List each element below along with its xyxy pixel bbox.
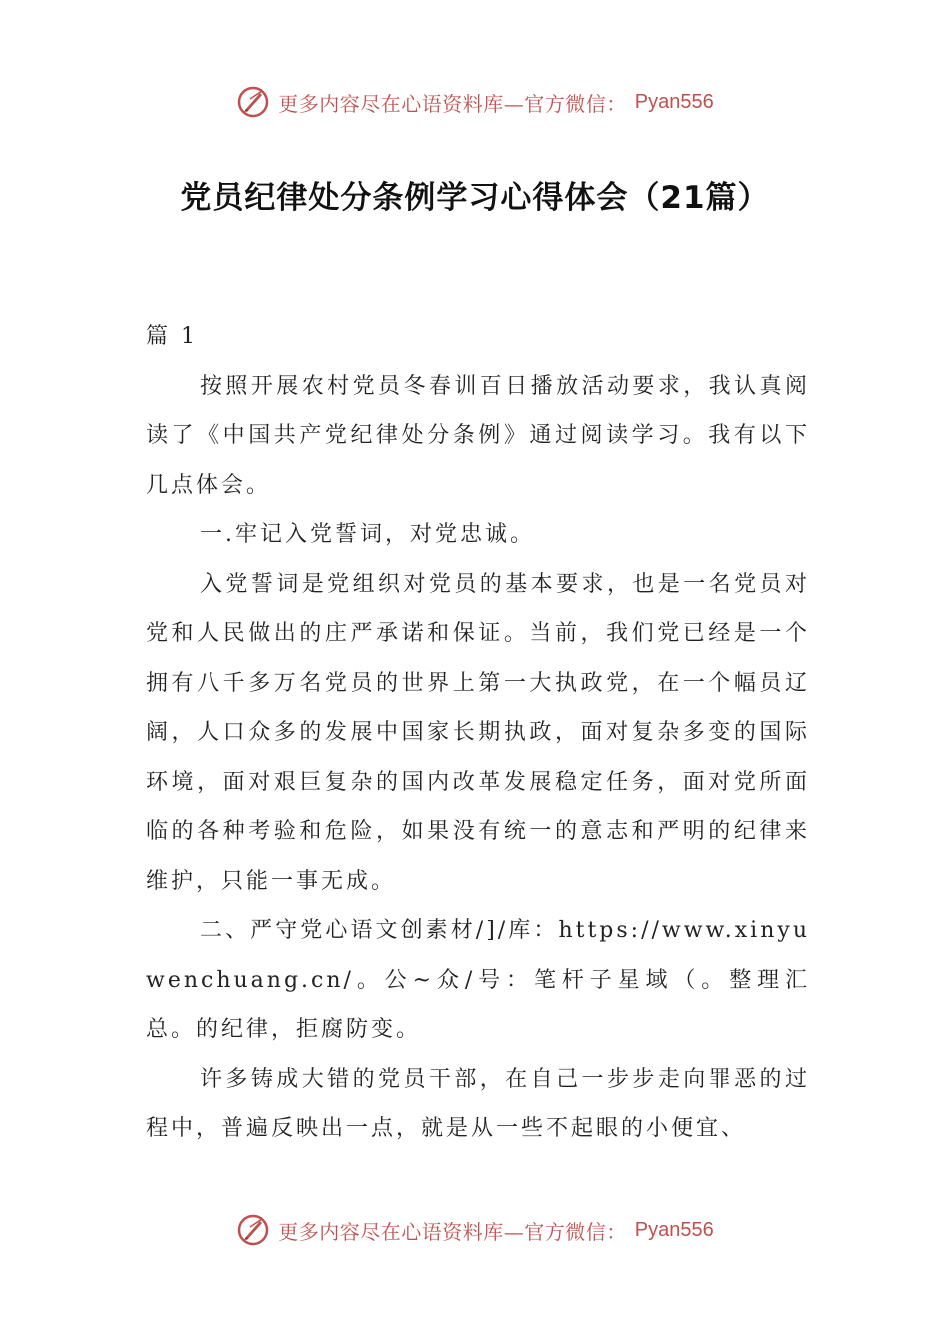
quill-logo-icon	[236, 85, 270, 119]
document-title: 党员纪律处分条例学习心得体会（21篇）	[180, 180, 770, 216]
quill-logo-icon	[236, 1213, 270, 1247]
paragraph: 许多铸成大错的党员干部，在自己一步步走向罪恶的过程中，普遍反映出一点，就是从一些不起眼的小便宜、	[146, 1066, 810, 1141]
header-banner	[0, 82, 950, 122]
section-heading: 篇 1	[146, 324, 198, 349]
banner-text: 更多内容尽在心语资料库—官方微信：	[278, 1219, 627, 1244]
paragraph: 入党誓词是党组织对党员的基本要求，也是一名党员对党和人民做出的庄严承诺和保证。当前，我们党已经是一个拥有八千多万名党员的世界上第一大执政党，在一个幅员辽阔，人口众多的发展中国家长期执政，面对复杂多变的国际环境，面对艰巨复杂的国内改革发展稳定任务，面对党所面临的各种考验和危险，如果没有统一的意志和严明的纪律来维护，只能一事无成。	[146, 571, 810, 894]
banner-text: 更多内容尽在心语资料库—官方微信：	[278, 91, 627, 116]
banner-wechat-id: Pyan556	[634, 90, 714, 113]
article-body	[146, 312, 810, 1154]
paragraph: 一.牢记入党誓词，对党忠诚。	[200, 522, 535, 547]
banner-wechat-id: Pyan556	[634, 1218, 714, 1241]
paragraph: 二、严守党心语文创素材/]/库：https://www.xinyuwenchuang.cn/。公~众/号：笔杆子星域（。整理汇总。的纪律，拒腐防变。	[146, 918, 810, 1042]
footer-banner	[0, 1210, 950, 1250]
paragraph: 按照开展农村党员冬春训百日播放活动要求，我认真阅读了《中国共产党纪律处分条例》通过阅读学习。我有以下几点体会。	[146, 373, 810, 498]
